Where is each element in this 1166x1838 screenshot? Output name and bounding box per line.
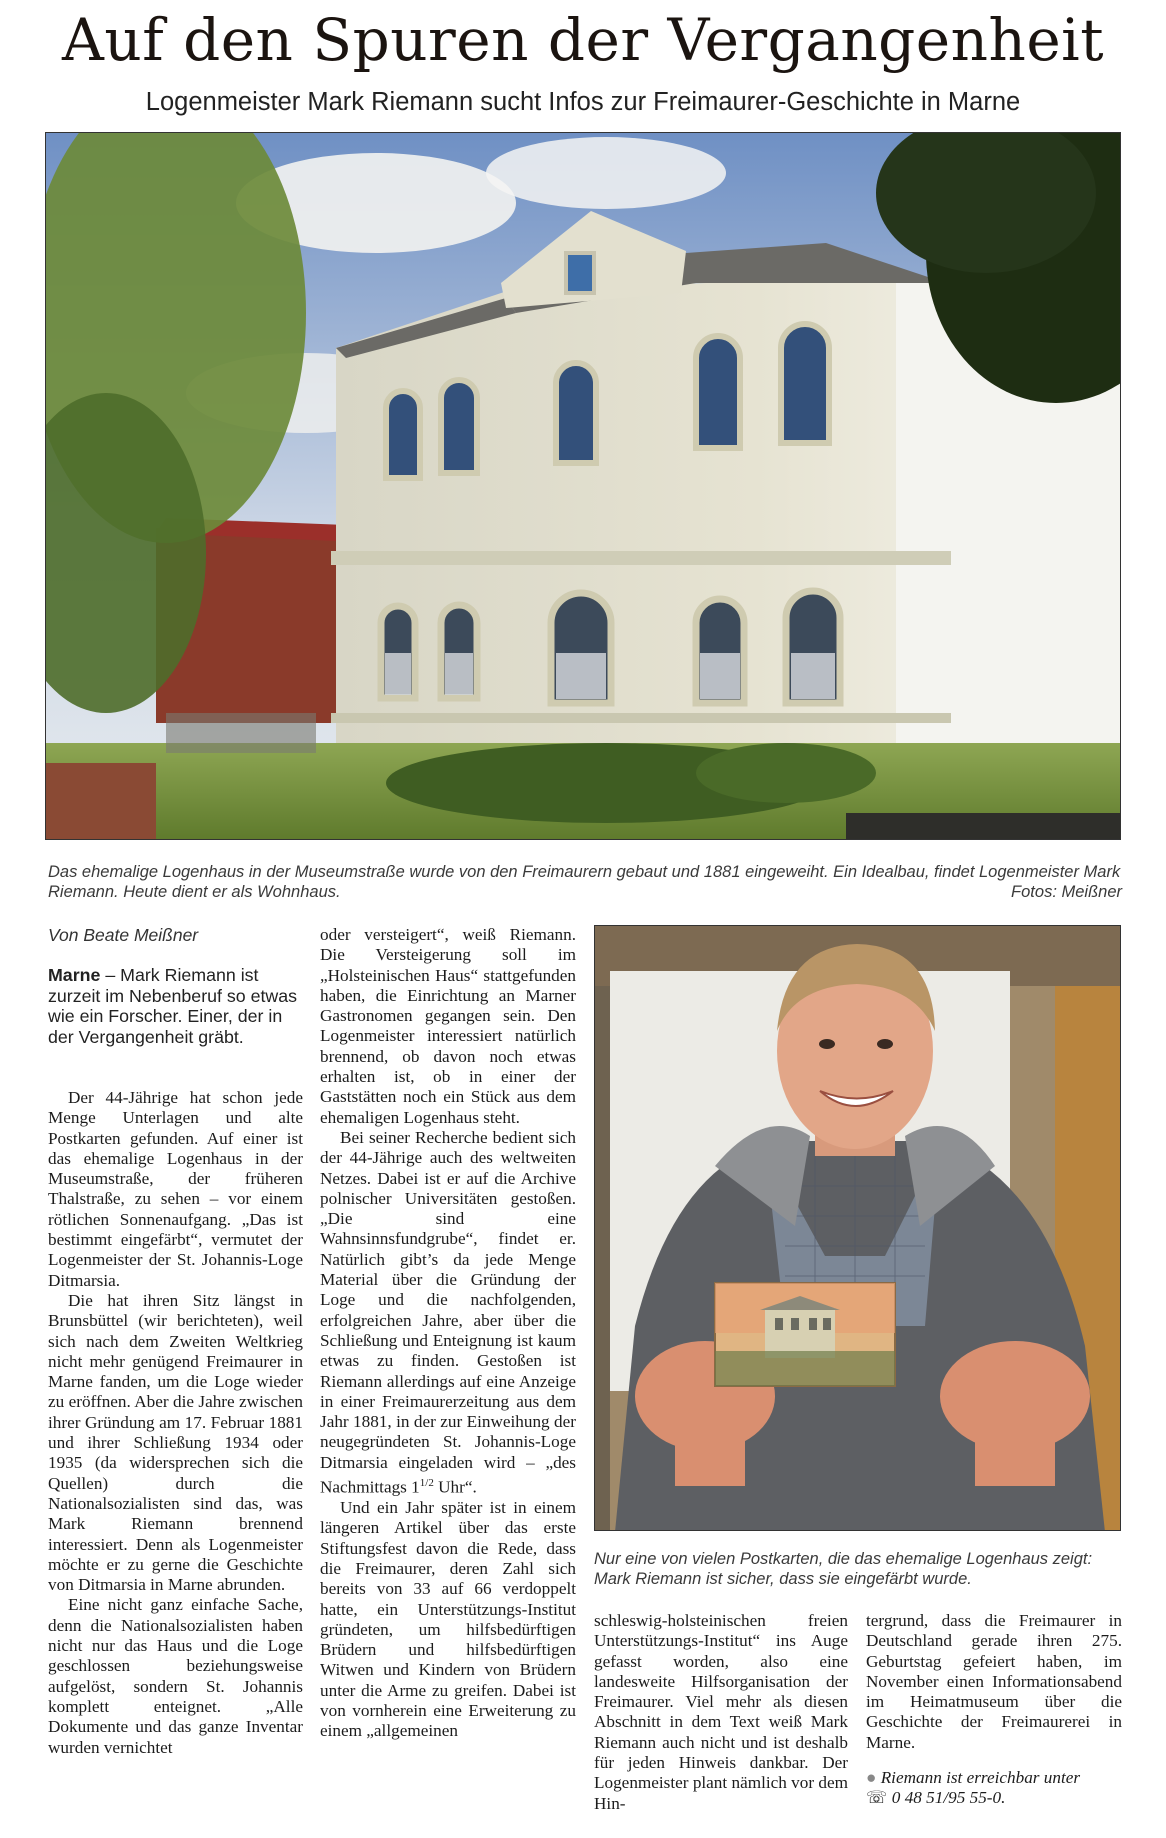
contact-text: Riemann ist erreichbar unter [880, 1768, 1081, 1787]
phone-number: 0 48 51/95 55-0. [891, 1788, 1006, 1808]
paragraph: oder versteigert“, weiß Riemann. Die Versteigerung soll im „Holsteinischen Haus“ stattgefunden haben, die Einrichtung an Marner Gastronomen gegangen sein. Den Logenmeister interessiert natürlich brennend, ob davon noch etwas erhalten ist, ob in einer der Gaststätten noch ein Stück aus dem ehemaligen Logenhaus steht. [320, 925, 576, 1127]
paragraph: Die hat ihren Sitz längst in Brunsbüttel (wir berichteten), weil sich nach dem Zweiten Weltkrieg nicht mehr genügend Freimaurer in Marne fanden, um die Loge wieder zu eröffnen. Aber die Jahre zwischen ihrer Gründung am 17. Februar 1881 und ihrer Schließung 1934 oder 1935 (da widersprechen sich die Quellen) durch die Nationalsozialisten sind das, was Mark Riemann brennend interessiert. Denn als Logenmeister möchte er zu gerne die Geschichte von Ditmarsia in Marne abrunden. [48, 1290, 303, 1595]
dateline: Marne [48, 965, 101, 985]
paragraph: Und ein Jahr später ist in einem längeren Artikel über das erste Stiftungsfest davon die Rede, dass die Freimaurer, deren Zahl sich bereits von 33 auf 66 verdoppelt hatte, ein Unterstützungs-Institut gründeten, um hilfsbedürftigen Brüdern und hilfsbedürftigen Witwen und Kindern von Brüdern unter die Arme zu greifen. Dabei ist von vornherein eine Erweiterung zu einem „allgemeinen [320, 1498, 576, 1741]
headline: Auf den Spuren der Vergangenheit [61, 6, 1105, 74]
paragraph-text-end: Uhr“. [433, 1477, 477, 1497]
lead-paragraph [48, 965, 298, 1047]
article-column-4 [866, 1611, 1122, 1753]
lead-text: – Mark Riemann ist zurzeit im Nebenberuf so etwas wie ein Forscher. Einer, der in der Vergangenheit gräbt. [48, 965, 298, 1047]
article-column-2 [320, 925, 576, 1742]
fraction: 1/2 [419, 1477, 434, 1490]
photo-credit: Fotos: Meißner [1011, 883, 1122, 901]
portrait-photo [594, 925, 1121, 1531]
paragraph: Eine nicht ganz einfache Sache, denn die Nationalsozialisten haben nicht nur das Haus und die Loge geschlossen beziehungsweise aufgelöst, sondern St. Johannis komplett enteignet. „Alle Dokumente und das ganze Inventar wurden vernichtet [48, 1595, 303, 1757]
article-column-3 [594, 1611, 848, 1814]
phone-line [866, 1788, 1126, 1808]
paragraph: schleswig-holsteinischen freien Unterstützungs-Institut“ ins Auge gefasst worden, also eine landesweite Hilfsorganisation der Freimaurer. Viel mehr als diesen Abschnitt in dem Text weiß Mark Riemann auch nicht und ist deshalb für jeden Hinweis dankbar. Der Logenmeister plant nämlich vor dem Hin- [594, 1611, 848, 1813]
paragraph [320, 1128, 576, 1498]
lodge-house-photo [45, 132, 1121, 840]
contact-line [866, 1768, 1126, 1788]
contact-info [866, 1768, 1126, 1809]
byline: Von Beate Meißner [48, 925, 199, 945]
bullet-icon: ● [866, 1768, 881, 1787]
paragraph: Der 44-Jährige hat schon jede Menge Unterlagen und alte Postkarten gefunden. Auf einer ist das ehemalige Logenhaus in der Museumstraße, der früheren Thalstraße, zu sehen – vor einem rötlichen Sonnenaufgang. „Das ist bestimmt eingefärbt“, vermutet der Logenmeister der St. Johannis-Loge Ditmarsia. [48, 1088, 303, 1290]
photo-caption: Das ehemalige Logenhaus in der Museumstraße wurde von den Freimaurern gebaut und 1881 eingeweiht. Ein Idealbau, findet Logenmeister Mark Riemann. Heute dient er als Wohnhaus. [48, 863, 1121, 901]
paragraph: tergrund, dass die Freimaurer in Deutschland gerade ihren 275. Geburtstag gefeiert haben, im November einen Informationsabend im Heimatmuseum über die Geschichte der Freimaurerei in Marne. [866, 1611, 1122, 1752]
subheadline: Logenmeister Mark Riemann sucht Infos zur Freimaurer-Geschichte in Marne [145, 88, 1021, 116]
paragraph-text: Bei seiner Recherche bedient sich der 44-Jährige auch des weltweiten Netzes. Dabei ist er auf die Archive polnischer Universitäten gestoßen. „Die sind eine Wahnsinnsfundgrube“, findet er. Natürlich gibt’s da jede Menge Material über die Gründung der Loge und die nachfolgenden, erfolgreichen Jahre, aber über die Schließung und Enteignung ist kaum etwas zu finden. Gestoßen ist Riemann allerdings auf eine Anzeige in einer Freimaurerzeitung aus dem Jahr 1881, in der zur Einweihung der neugegründeten St. Johannis-Loge Ditmarsia eingeladen wird – „des Nachmittags 1 [320, 1127, 576, 1497]
article-column-1 [48, 1088, 303, 1758]
phone-icon: ☏ [866, 1788, 892, 1808]
portrait-caption: Nur eine von vielen Postkarten, die das ehemalige Logenhaus zeigt: Mark Riemann ist sicher, dass sie eingefärbt wurde. [594, 1550, 1093, 1588]
